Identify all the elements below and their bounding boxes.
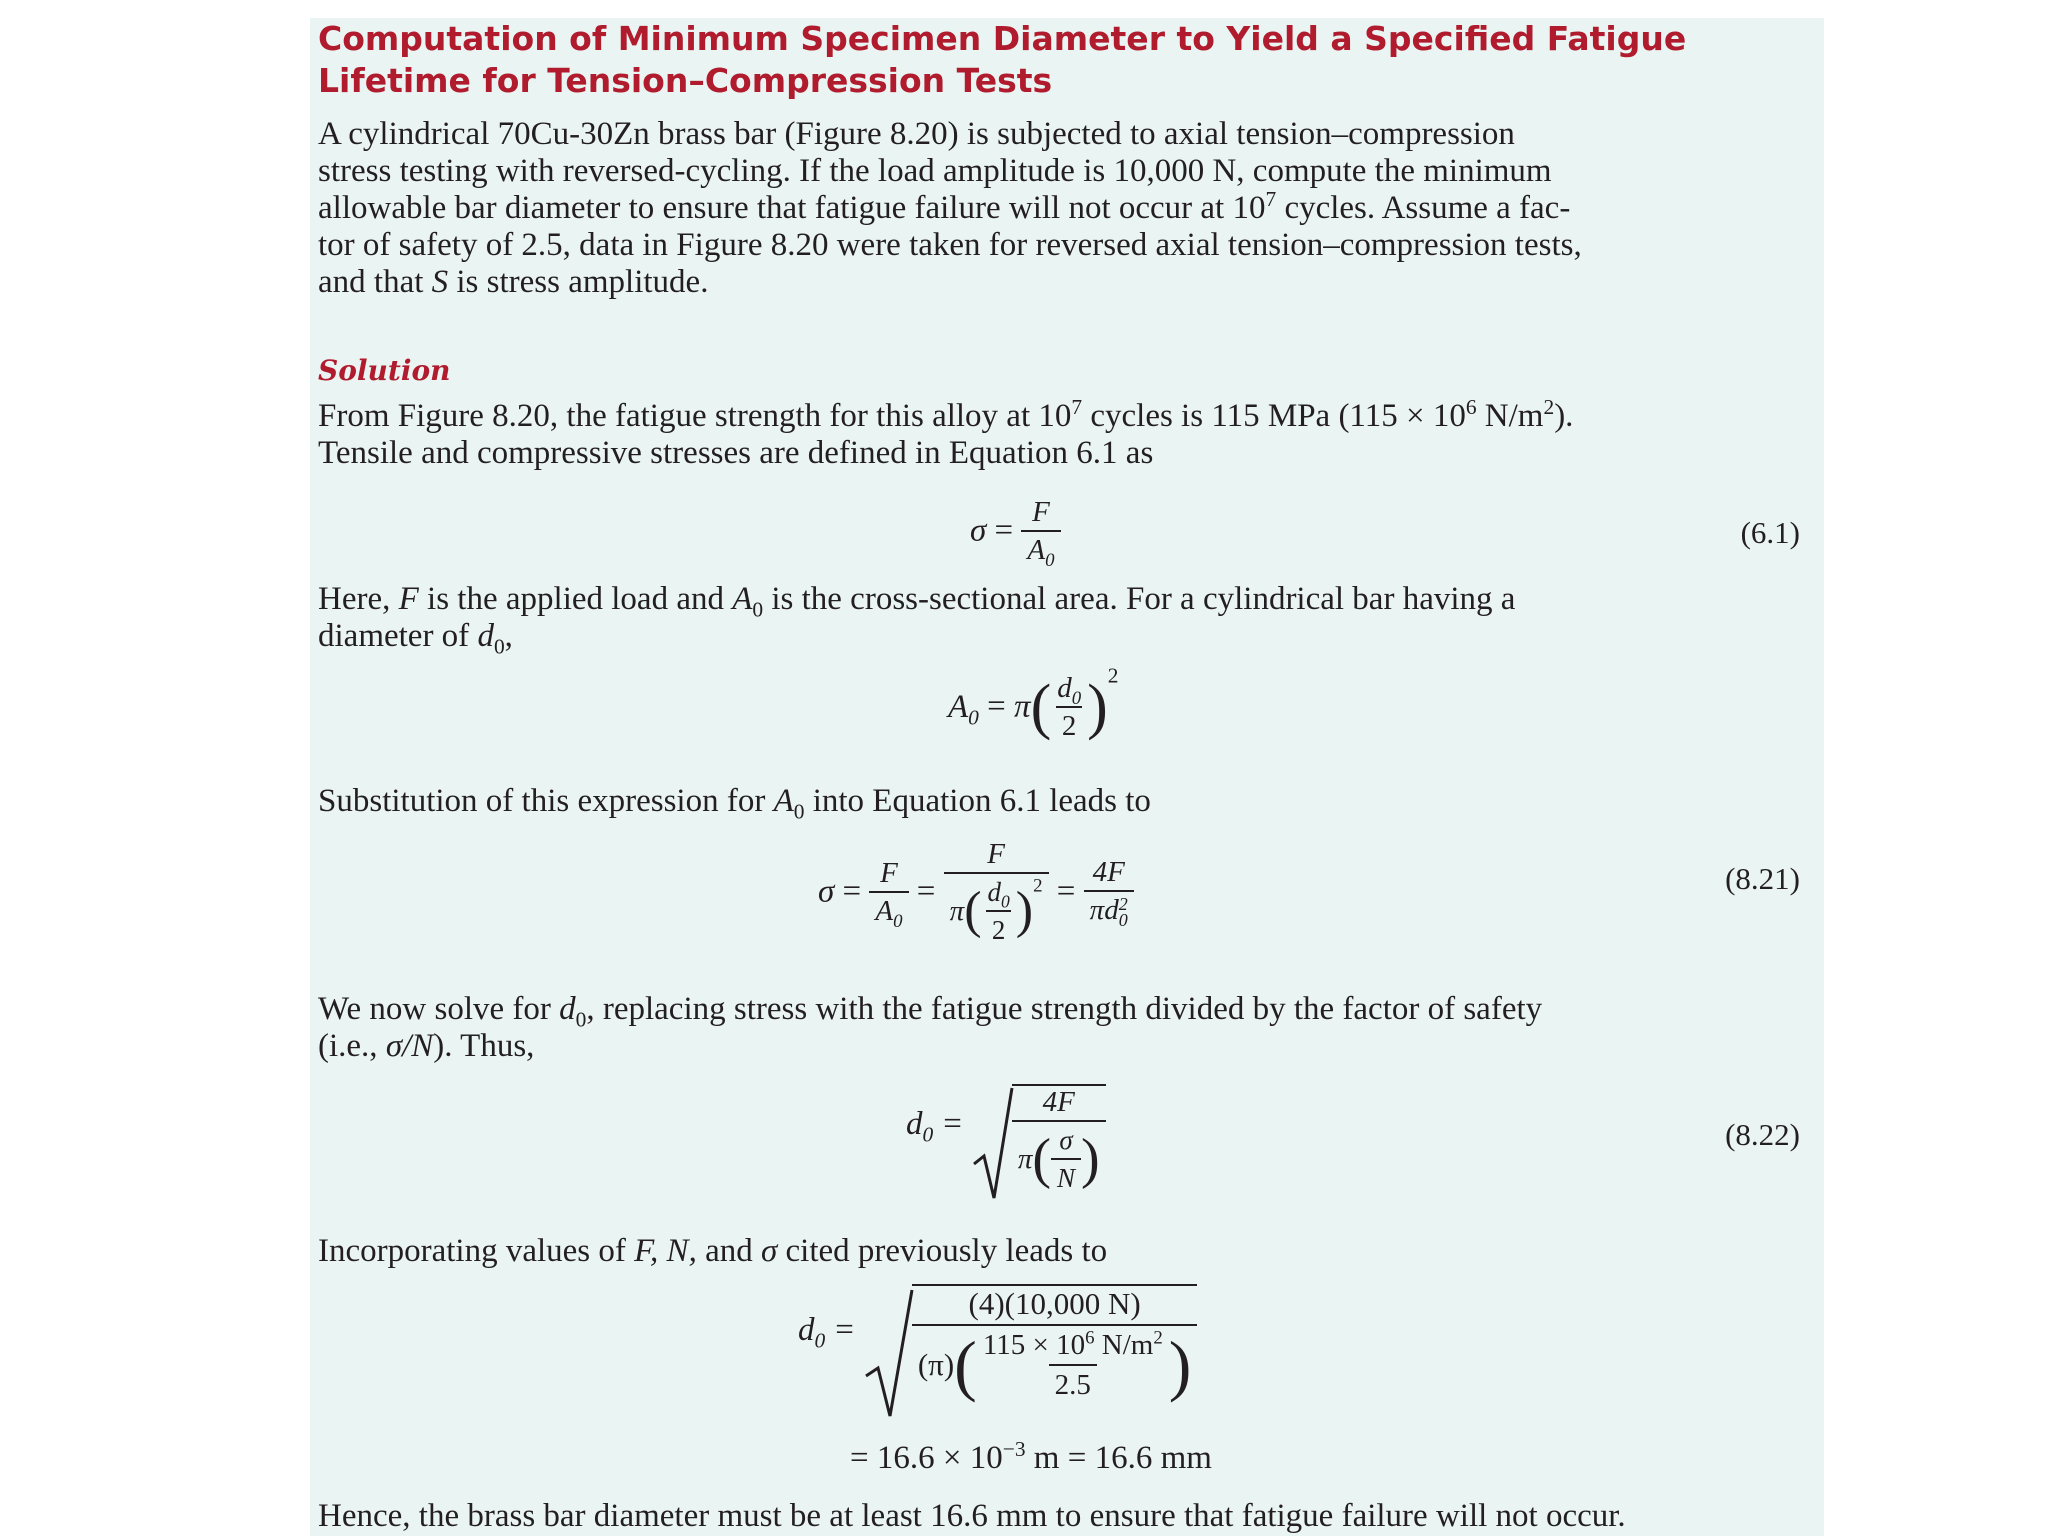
- variable: σ/N: [385, 1028, 434, 1064]
- text: 115 × 10: [982, 1329, 1086, 1361]
- equation-8-22: [318, 1086, 1800, 1216]
- para-line: [318, 991, 1800, 1032]
- numerator: [982, 876, 1016, 910]
- numerator: (4)(10,000 N): [968, 1286, 1141, 1321]
- title-line-1: Computation of Minimum Specimen Diameter to Yield a Specified Fatigue: [318, 19, 1687, 58]
- equation-area: [318, 663, 1800, 762]
- text: m = 16.6 mm: [1025, 1440, 1212, 1476]
- text: into Equation 6.1 leads to: [804, 783, 1151, 819]
- exponent: 2: [1543, 395, 1555, 419]
- para-line: [318, 1028, 1800, 1065]
- exponent: 2: [1107, 663, 1119, 688]
- equation-number: (8.21): [1725, 861, 1800, 896]
- text: πd: [1089, 893, 1119, 926]
- equals-sign: =: [987, 688, 1006, 725]
- solution-paragraph-4: [318, 991, 1800, 1065]
- exponent: 6: [1085, 1327, 1095, 1349]
- diameter-symbol: [798, 1311, 826, 1353]
- solution-paragraph-5: [318, 1233, 1800, 1270]
- denominator: [1012, 1120, 1106, 1194]
- pi-symbol: π: [949, 895, 965, 927]
- text: A: [1027, 534, 1046, 566]
- fraction-2: [944, 838, 1049, 946]
- problem-line: [318, 187, 1800, 227]
- text: cycles is 115 MPa (115 × 10: [1082, 398, 1466, 434]
- pi-symbol: π: [1017, 1143, 1033, 1175]
- left-paren: (: [964, 882, 982, 939]
- numerator: F: [987, 838, 1005, 870]
- denominator: N: [1051, 1158, 1081, 1194]
- fraction-3: [1084, 855, 1134, 931]
- denominator: 2: [1056, 706, 1083, 742]
- equation-6-1: [318, 496, 1800, 576]
- radical-sign: [864, 1288, 914, 1422]
- fraction: [1051, 672, 1087, 742]
- text: A: [948, 688, 969, 725]
- numerator: F: [1032, 496, 1050, 528]
- problem-statement: [318, 116, 1800, 301]
- exponent: 7: [1265, 187, 1277, 211]
- result-line: [850, 1437, 1212, 1477]
- solution-label: Solution: [318, 354, 451, 387]
- numerator: σ: [1059, 1125, 1073, 1155]
- variable: A: [773, 783, 794, 819]
- equals-sign: =: [994, 512, 1014, 549]
- subscript: 0: [1001, 891, 1010, 912]
- title-line-2: Lifetime for Tension–Compression Tests: [318, 61, 1053, 100]
- exponent: −3: [1002, 1437, 1026, 1461]
- problem-line: stress testing with reversed-cycling. If the load amplitude is 10,000 N, compute the minimum: [318, 153, 1552, 189]
- superscript: 2: [1118, 894, 1128, 915]
- text: d: [798, 1311, 815, 1348]
- text: N/m: [1094, 1329, 1154, 1361]
- equation-number: (8.22): [1725, 1117, 1800, 1152]
- text: ,: [504, 618, 513, 654]
- para-line: [318, 581, 1800, 622]
- solution-paragraph-2: [318, 581, 1800, 659]
- subscript: 0: [1071, 687, 1082, 709]
- example-title: [318, 18, 1800, 102]
- conclusion: Hence, the brass bar diameter must be at least 16.6 mm to ensure that fatigue failure will not occur.: [318, 1498, 1626, 1534]
- text: N/m: [1476, 398, 1544, 434]
- text: We now solve for: [318, 991, 560, 1027]
- problem-line: tor of safety of 2.5, data in Figure 8.20 were taken for reversed axial tension–compression tests,: [318, 227, 1582, 263]
- exponent: 2: [1033, 875, 1043, 897]
- right-paren: ): [1168, 1327, 1192, 1403]
- sigma-symbol: σ: [818, 873, 835, 910]
- text: is the cross-sectional area. For a cylindrical bar having a: [763, 581, 1516, 617]
- text: d: [906, 1105, 923, 1142]
- text: diameter of: [318, 618, 478, 654]
- equals-sign: =: [835, 1311, 854, 1348]
- text: , replacing stress with the fatigue strength divided by the factor of safety: [586, 991, 1543, 1027]
- denominator: [1084, 890, 1134, 931]
- equation-body: [798, 1288, 1197, 1422]
- right-paren: ): [1087, 673, 1108, 741]
- equals-sign: =: [1056, 873, 1076, 910]
- text: cycles. Assume a fac-: [1276, 190, 1571, 226]
- variable: A: [732, 581, 753, 617]
- text: Substitution of this expression for: [318, 783, 774, 819]
- text: (i.e.,: [318, 1028, 386, 1064]
- para-line: [318, 783, 1800, 824]
- equation-number: (6.1): [1740, 515, 1800, 550]
- left-paren: (: [1030, 673, 1052, 741]
- subscript: 0: [1045, 549, 1055, 571]
- equals-sign: =: [916, 873, 936, 910]
- variable: F, N,: [634, 1233, 697, 1269]
- left-paren: (: [954, 1327, 977, 1403]
- equals-sign: =: [943, 1105, 962, 1142]
- denominator: [912, 1324, 1198, 1402]
- equation-body: [818, 838, 1134, 946]
- text: d: [987, 877, 1002, 907]
- radicand-fraction: [1012, 1084, 1106, 1194]
- left-paren: (: [1032, 1128, 1052, 1190]
- para-line: Tensile and compressive stresses are defined in Equation 6.1 as: [318, 435, 1154, 471]
- text: is the applied load and: [418, 581, 733, 617]
- subscript: 0: [575, 1007, 587, 1032]
- exponent: 7: [1071, 395, 1083, 419]
- para-line: [318, 395, 1800, 435]
- subscript: 0: [1118, 910, 1128, 931]
- numerator: 4F: [1092, 855, 1125, 888]
- equation-body: [970, 496, 1061, 571]
- text: A: [875, 895, 894, 927]
- variable: S: [431, 264, 449, 300]
- variable: d: [559, 991, 576, 1027]
- equation-body: [948, 663, 1119, 742]
- text: allowable bar diameter to ensure that fatigue failure will not occur at 10: [318, 190, 1266, 226]
- numerator: [1051, 672, 1087, 709]
- sigma-symbol: σ: [970, 512, 987, 549]
- problem-line: A cylindrical 70Cu-30Zn brass bar (Figure 8.20) is subjected to axial tension–compression: [318, 116, 1515, 152]
- subscript: 0: [922, 1122, 934, 1147]
- pi-symbol: π: [1014, 688, 1031, 725]
- solution-paragraph-3: [318, 783, 1800, 824]
- equation-final: [318, 1288, 1800, 1488]
- problem-line: [318, 264, 1800, 301]
- equation-body: [906, 1086, 1106, 1204]
- fraction: [1021, 496, 1060, 571]
- denominator: [869, 891, 908, 932]
- text: ). Thus,: [433, 1028, 535, 1064]
- numerator: 4F: [1042, 1086, 1075, 1118]
- subscript: 0: [814, 1328, 826, 1353]
- subscript: 0: [752, 597, 764, 622]
- equation-8-21: [318, 838, 1800, 968]
- text: and that: [318, 264, 432, 300]
- denominator: [1021, 530, 1060, 571]
- area-symbol: [948, 688, 979, 730]
- text: d: [1057, 672, 1072, 704]
- text: and: [696, 1233, 761, 1269]
- denominator: [944, 872, 1049, 946]
- subscript: 0: [493, 634, 505, 659]
- numerator: F: [880, 857, 898, 889]
- inner-fraction: [1051, 1124, 1081, 1194]
- variable: F: [398, 581, 419, 617]
- subscript: 0: [968, 705, 979, 730]
- fraction-1: [869, 857, 908, 932]
- script-stack: [1118, 894, 1128, 931]
- equals-sign: =: [842, 873, 862, 910]
- pi-term: (π): [917, 1347, 955, 1382]
- text: Incorporating values of: [318, 1233, 635, 1269]
- subscript: 0: [893, 910, 903, 932]
- text: Here,: [318, 581, 399, 617]
- exponent: 6: [1465, 395, 1477, 419]
- radicand-fraction: [912, 1284, 1198, 1402]
- exponent: 2: [1153, 1327, 1163, 1349]
- text: From Figure 8.20, the fatigue strength for this alloy at 10: [318, 398, 1072, 434]
- para-line: [318, 618, 1800, 659]
- right-paren: ): [1015, 882, 1034, 939]
- right-paren: ): [1081, 1128, 1100, 1190]
- text: ).: [1554, 398, 1574, 434]
- inner-fraction: [982, 876, 1016, 946]
- diameter-symbol: [906, 1105, 934, 1147]
- variable: σ: [760, 1233, 778, 1269]
- para-line: [318, 1233, 1800, 1270]
- variable: d: [477, 618, 494, 654]
- subscript: 0: [793, 799, 805, 824]
- solution-paragraph-1: [318, 395, 1800, 472]
- numerator: [977, 1328, 1169, 1364]
- inner-fraction: [977, 1328, 1169, 1402]
- denominator: 2: [986, 910, 1012, 946]
- text: is stress amplitude.: [448, 264, 709, 300]
- radical-sign: [972, 1086, 1014, 1204]
- denominator: 2.5: [1049, 1364, 1097, 1402]
- text: = 16.6 × 10: [850, 1440, 1003, 1476]
- text: cited previously leads to: [777, 1233, 1108, 1269]
